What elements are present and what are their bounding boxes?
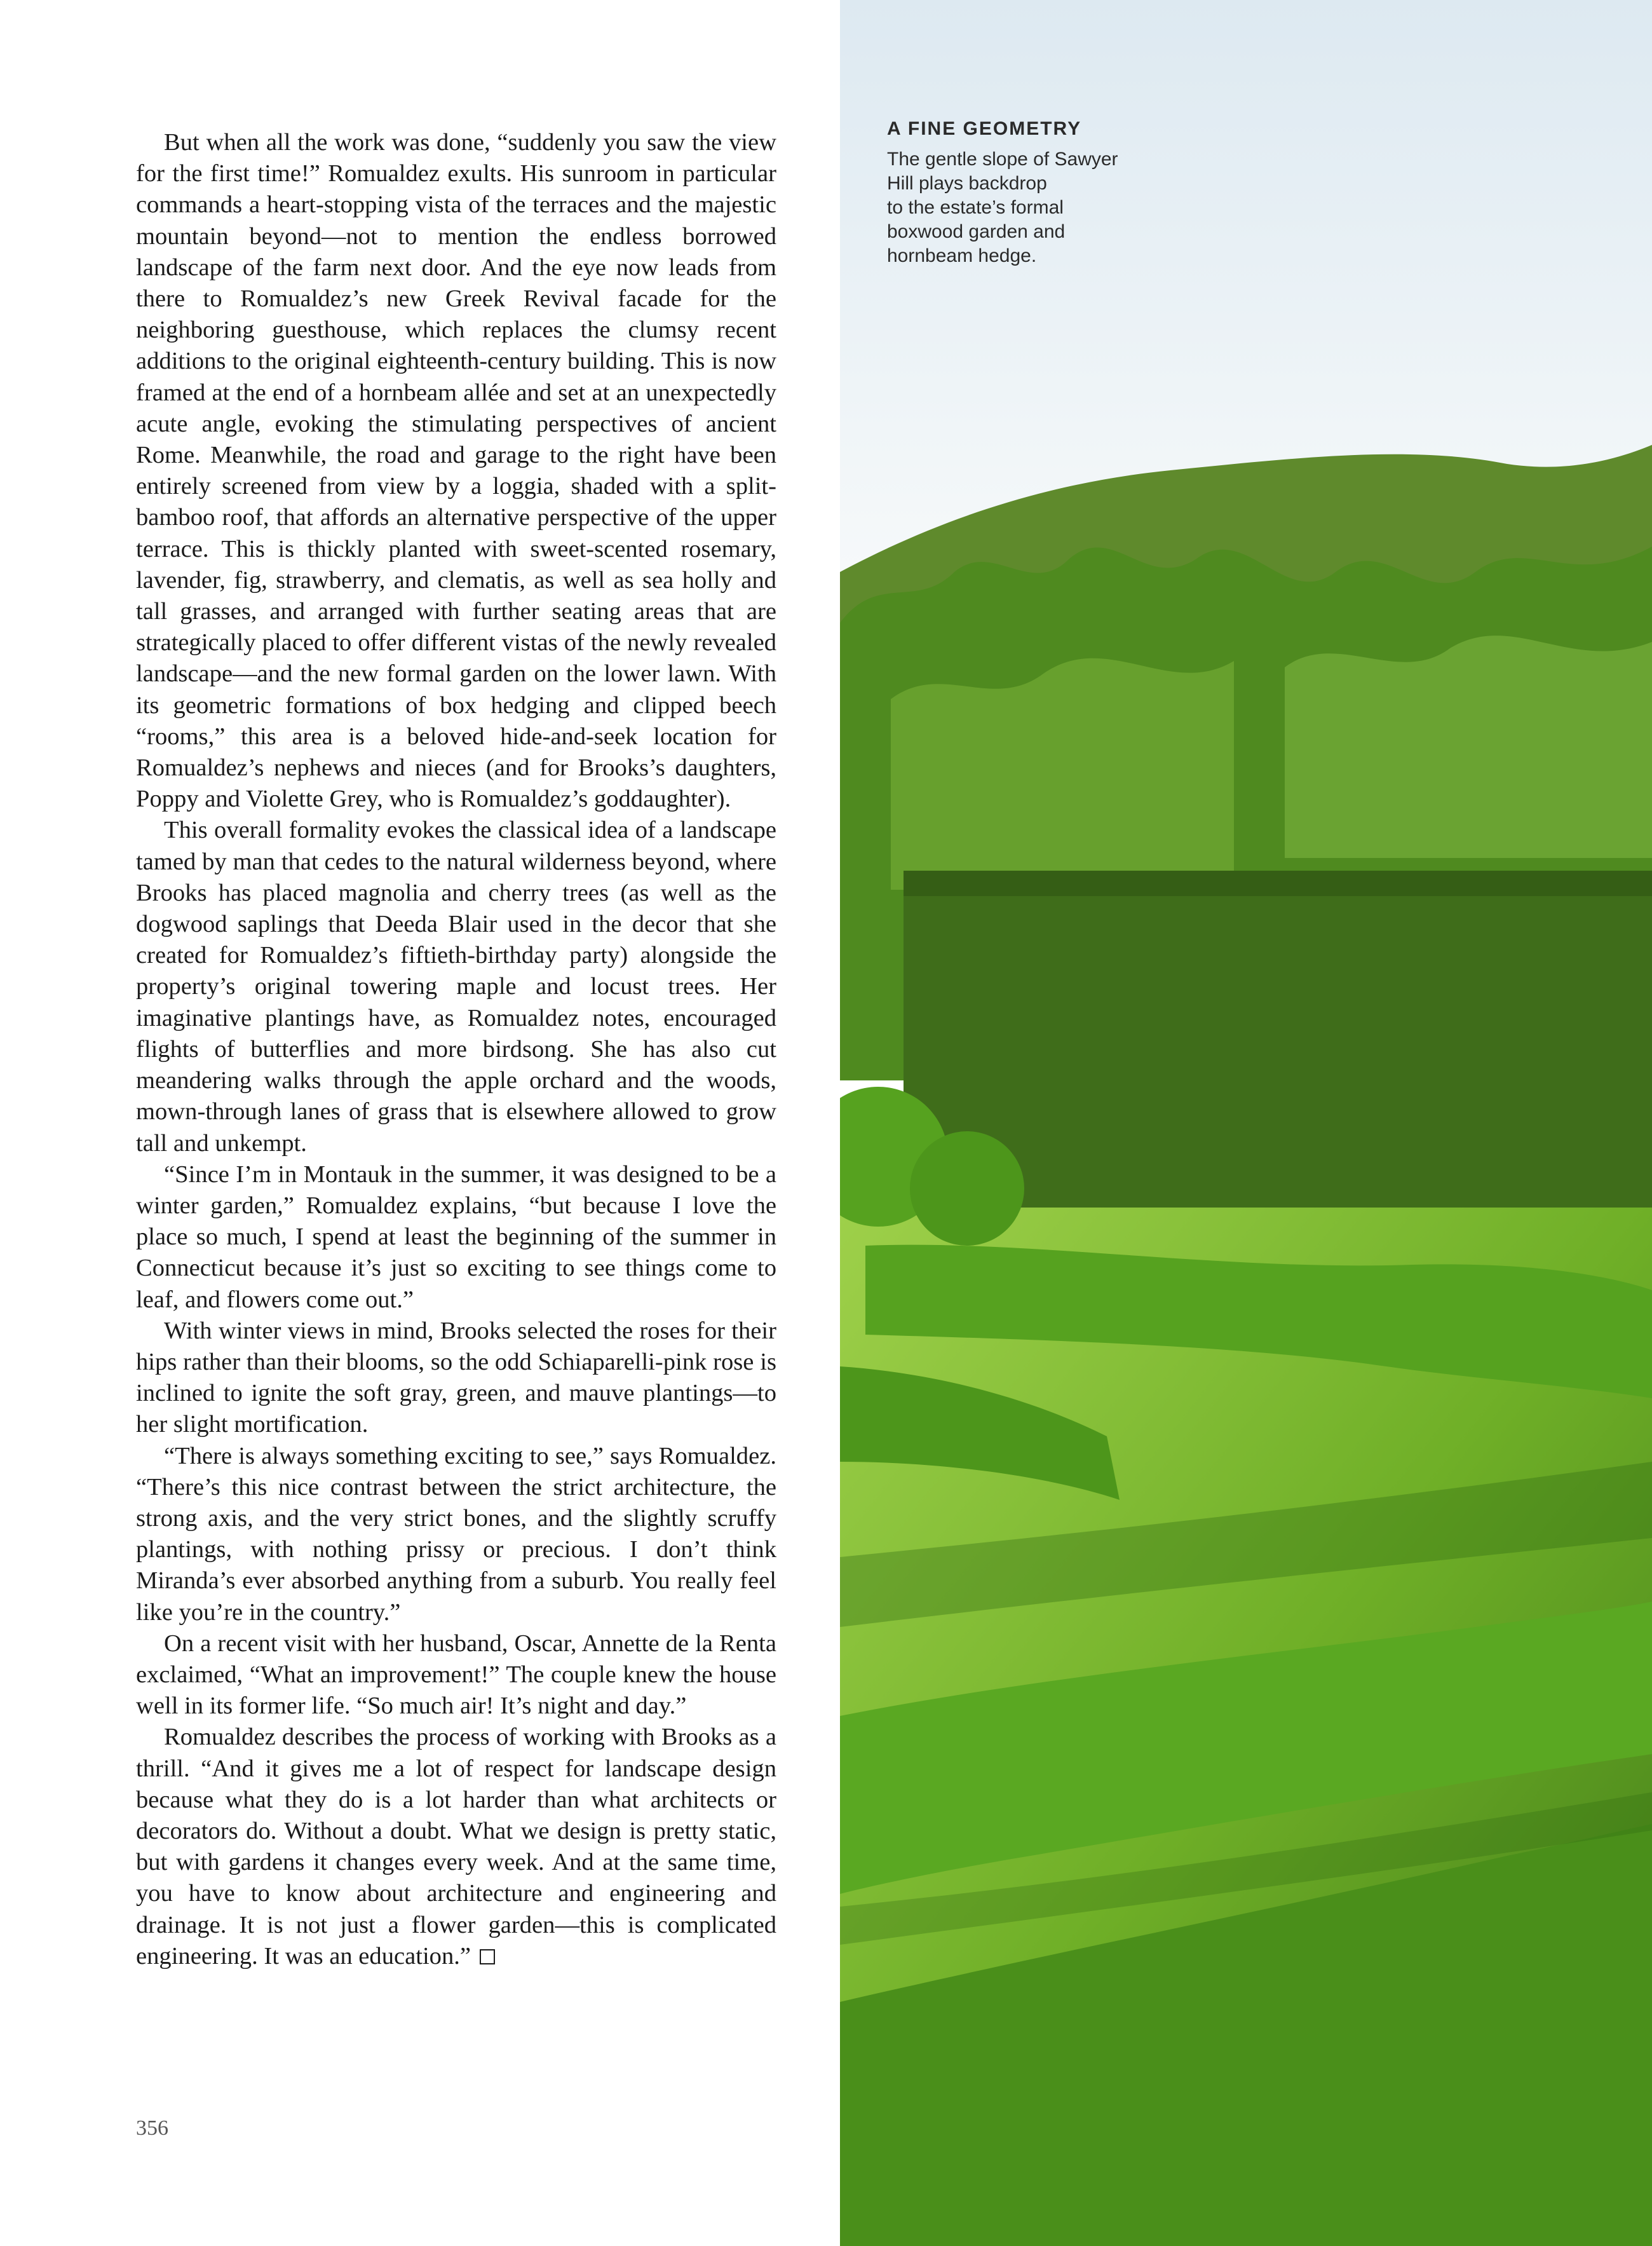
topiary-ball bbox=[910, 1131, 1024, 1246]
article-paragraph: With winter views in mind, Brooks selected the roses for their hips rather than their blooms, so the odd Schiaparelli-pink rose is inclined to ignite the soft gray, green, and mauve plantings—to her slight mortification. bbox=[136, 1317, 776, 1438]
hedge-shadow bbox=[904, 871, 1652, 896]
article-paragraph: “There is always something exciting to see,” says Romualdez. “There’s this nice contrast between the strict architecture, the strong axis, and the very strict bones, and the slightly scruffy plantings, with nothing prissy or precious. I don’t think Miranda’s ever absorbed anything from a suburb. You really feel like you’re in the country.” bbox=[136, 1442, 776, 1626]
page-number: 356 bbox=[136, 2116, 168, 2140]
end-mark-icon bbox=[480, 1949, 495, 1964]
article-paragraph-last bbox=[136, 1722, 776, 1972]
tree-highlights bbox=[891, 658, 1234, 890]
article-paragraph: But when all the work was done, “suddenly you saw the view for the first time!” Romualdez exults. His sunroom in particular commands a heart-stopping vista of the terraces and the majestic mountain beyond—not to mention the endless borrowed landscape of the farm next door. And the eye now leads from there to Romualdez’s new Greek Revival facade for the neighboring guesthouse, which replaces the clumsy recent additions to the original eighteenth-century building. This is now framed at the end of a hornbeam allée and set at an unexpectedly acute angle, evoking the stimulating perspectives of ancient Rome. Meanwhile, the road and garage to the right have been entirely screened from view by a loggia, shaded with a split-bamboo roof, that affords an alternative perspective of the upper terrace. This is thickly planted with sweet-scented rosemary, lavender, fig, strawberry, and clematis, as well as sea holly and tall grasses, and arranged with further seating areas that are strategically placed to offer different vistas of the newly revealed landscape—and the new formal garden on the lower lawn. With its geometric formations of box hedging and clipped beech “rooms,” this area is a beloved hide-and-seek location for Romualdez’s nephews and nieces (and for Brooks’s daughters, Poppy and Violette Grey, who is Romualdez’s goddaughter). bbox=[136, 129, 776, 813]
article-paragraph: “Since I’m in Montauk in the summer, it was designed to be a winter garden,” Romualdez explains, “but because I love the place so much, I spend at least the beginning of the summer in Connecticut because it’s just so exciting to see things come to leaf, and flowers come out.” bbox=[136, 1160, 776, 1313]
tree-highlights bbox=[1285, 636, 1652, 858]
article-paragraph: This overall formality evokes the classical idea of a landscape tamed by man that cedes to the natural wilderness beyond, where Brooks has placed magnolia and cherry trees (as well as the dogwood saplings that Deeda Blair used in the decor that she created for Romualdez’s fiftieth-birthday party) alongside the property’s original towering maple and locust trees. Her imaginative plantings have, as Romualdez notes, encouraged flights of butterflies and more birdsong. She has also cut meandering walks through the apple orchard and the woods, mown-through lanes of grass that is elsewhere allowed to grow tall and unkempt. bbox=[136, 817, 776, 1157]
caption-body: The gentle slope of Sawyer Hill plays backdrop to the estate’s formal boxwood garden and hornbeam hedge. bbox=[887, 149, 1118, 266]
garden-photo bbox=[840, 0, 1652, 2246]
photo-caption bbox=[887, 118, 1167, 268]
article-paragraph: On a recent visit with her husband, Oscar, Annette de la Renta exclaimed, “What an improvement!” The couple knew the house well in its former life. “So much air! It’s night and day.” bbox=[136, 1630, 776, 1720]
article-paragraph-text: Romualdez describes the process of working with Brooks as a thrill. “And it gives me a lot of respect for landscape design because what they do is a lot harder than what architects or decorators do. Without a doubt. What we design is pretty static, but with gardens it changes every week. And at the same time, you have to know about architecture and engineering and drainage. It is not just a flower garden—this is complicated engineering. It was an education.” bbox=[136, 1724, 776, 1970]
article-body bbox=[136, 127, 776, 1972]
garden-photo-icon bbox=[840, 0, 1652, 2246]
caption-title: A FINE GEOMETRY bbox=[887, 118, 1082, 139]
